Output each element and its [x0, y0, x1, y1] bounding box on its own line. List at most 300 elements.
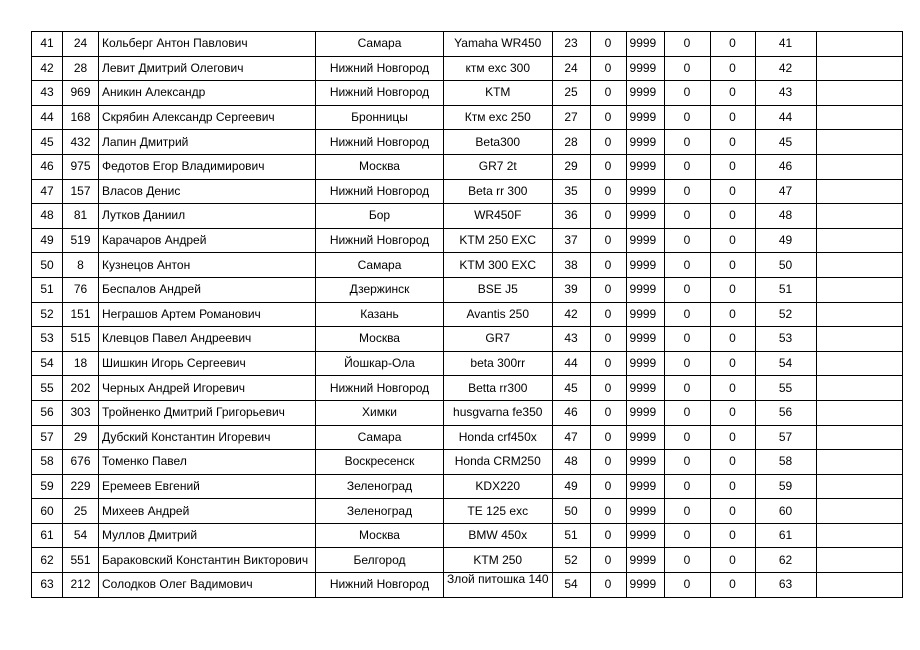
start-order-cell: 36 — [552, 204, 590, 229]
result-place-cell: 45 — [755, 130, 816, 155]
time-cell: 9999 — [626, 105, 664, 130]
number-cell: 432 — [63, 130, 99, 155]
rider-name-cell: Солодков Олег Вадимович — [99, 573, 316, 598]
city-cell: Нижний Новгород — [316, 130, 444, 155]
extra-cell — [816, 351, 902, 376]
time-cell: 9999 — [626, 32, 664, 57]
city-cell: Химки — [316, 400, 444, 425]
start-order-cell: 39 — [552, 277, 590, 302]
start-order-cell: 25 — [552, 81, 590, 106]
table-row — [32, 425, 903, 450]
value-cell: 0 — [710, 228, 755, 253]
time-cell: 9999 — [626, 523, 664, 548]
city-cell: Самара — [316, 253, 444, 278]
city-cell: Дзержинск — [316, 277, 444, 302]
value-cell: 0 — [664, 573, 710, 598]
result-place-cell: 43 — [755, 81, 816, 106]
time-cell: 9999 — [626, 277, 664, 302]
place-cell: 41 — [32, 32, 63, 57]
motorcycle-cell: Yamaha WR450 — [444, 32, 553, 57]
motorcycle-cell: Ктм exc 250 — [444, 105, 553, 130]
place-cell: 60 — [32, 499, 63, 524]
number-cell: 157 — [63, 179, 99, 204]
rider-name-cell: Беспалов Андрей — [99, 277, 316, 302]
city-cell: Воскресенск — [316, 450, 444, 475]
extra-cell — [816, 327, 902, 352]
extra-cell — [816, 253, 902, 278]
table-row — [32, 253, 903, 278]
result-place-cell: 62 — [755, 548, 816, 573]
city-cell: Москва — [316, 154, 444, 179]
time-cell: 9999 — [626, 81, 664, 106]
value-cell: 0 — [664, 302, 710, 327]
value-cell: 0 — [664, 32, 710, 57]
value-cell: 0 — [664, 81, 710, 106]
result-place-cell: 49 — [755, 228, 816, 253]
table-row — [32, 351, 903, 376]
value-cell: 0 — [710, 351, 755, 376]
table-row — [32, 474, 903, 499]
result-place-cell: 59 — [755, 474, 816, 499]
rider-name-cell: Михеев Андрей — [99, 499, 316, 524]
place-cell: 47 — [32, 179, 63, 204]
time-cell: 9999 — [626, 400, 664, 425]
rider-name-cell: Черных Андрей Игоревич — [99, 376, 316, 401]
place-cell: 57 — [32, 425, 63, 450]
value-cell: 0 — [710, 523, 755, 548]
place-cell: 46 — [32, 154, 63, 179]
number-cell: 25 — [63, 499, 99, 524]
rider-name-cell: Федотов Егор Владимирович — [99, 154, 316, 179]
table-row — [32, 523, 903, 548]
motorcycle-cell: Avantis 250 — [444, 302, 553, 327]
result-place-cell: 42 — [755, 56, 816, 81]
value-cell: 0 — [590, 499, 626, 524]
value-cell: 0 — [710, 499, 755, 524]
table-row — [32, 327, 903, 352]
time-cell: 9999 — [626, 499, 664, 524]
start-order-cell: 23 — [552, 32, 590, 57]
extra-cell — [816, 376, 902, 401]
value-cell: 0 — [710, 179, 755, 204]
value-cell: 0 — [664, 277, 710, 302]
motorcycle-cell: KTM 250 — [444, 548, 553, 573]
rider-name-cell: Скрябин Александр Сергеевич — [99, 105, 316, 130]
start-order-cell: 48 — [552, 450, 590, 475]
result-place-cell: 57 — [755, 425, 816, 450]
city-cell: Зеленоград — [316, 499, 444, 524]
table-row — [32, 81, 903, 106]
value-cell: 0 — [664, 179, 710, 204]
value-cell: 0 — [664, 351, 710, 376]
table-row — [32, 204, 903, 229]
time-cell: 9999 — [626, 253, 664, 278]
value-cell: 0 — [590, 327, 626, 352]
value-cell: 0 — [664, 204, 710, 229]
rider-name-cell: Лапин Дмитрий — [99, 130, 316, 155]
value-cell: 0 — [590, 548, 626, 573]
start-order-cell: 51 — [552, 523, 590, 548]
rider-name-cell: Муллов Дмитрий — [99, 523, 316, 548]
time-cell: 9999 — [626, 351, 664, 376]
rider-name-cell: Кузнецов Антон — [99, 253, 316, 278]
value-cell: 0 — [710, 327, 755, 352]
value-cell: 0 — [710, 277, 755, 302]
extra-cell — [816, 277, 902, 302]
start-order-cell: 47 — [552, 425, 590, 450]
table-row — [32, 228, 903, 253]
result-place-cell: 54 — [755, 351, 816, 376]
start-order-cell: 46 — [552, 400, 590, 425]
value-cell: 0 — [710, 425, 755, 450]
motorcycle-cell: Honda CRM250 — [444, 450, 553, 475]
city-cell: Самара — [316, 425, 444, 450]
value-cell: 0 — [664, 154, 710, 179]
value-cell: 0 — [664, 450, 710, 475]
value-cell: 0 — [710, 573, 755, 598]
value-cell: 0 — [590, 32, 626, 57]
motorcycle-cell: Betta rr300 — [444, 376, 553, 401]
place-cell: 42 — [32, 56, 63, 81]
value-cell: 0 — [710, 56, 755, 81]
start-order-cell: 52 — [552, 548, 590, 573]
result-place-cell: 60 — [755, 499, 816, 524]
time-cell: 9999 — [626, 425, 664, 450]
rider-name-cell: Дубский Константин Игоревич — [99, 425, 316, 450]
time-cell: 9999 — [626, 573, 664, 598]
motorcycle-cell: BMW 450x — [444, 523, 553, 548]
motorcycle-cell: WR450F — [444, 204, 553, 229]
extra-cell — [816, 400, 902, 425]
number-cell: 515 — [63, 327, 99, 352]
result-place-cell: 61 — [755, 523, 816, 548]
extra-cell — [816, 154, 902, 179]
value-cell: 0 — [664, 130, 710, 155]
value-cell: 0 — [710, 130, 755, 155]
rider-name-cell: Карачаров Андрей — [99, 228, 316, 253]
number-cell: 151 — [63, 302, 99, 327]
value-cell: 0 — [590, 302, 626, 327]
number-cell: 212 — [63, 573, 99, 598]
place-cell: 51 — [32, 277, 63, 302]
extra-cell — [816, 204, 902, 229]
motorcycle-cell: TE 125 exc — [444, 499, 553, 524]
city-cell: Йошкар-Ола — [316, 351, 444, 376]
motorcycle-cell: beta 300rr — [444, 351, 553, 376]
rider-name-cell: Тройненко Дмитрий Григорьевич — [99, 400, 316, 425]
value-cell: 0 — [590, 523, 626, 548]
extra-cell — [816, 32, 902, 57]
table-row — [32, 154, 903, 179]
city-cell: Зеленоград — [316, 474, 444, 499]
motorcycle-cell: KDX220 — [444, 474, 553, 499]
rider-name-cell: Аникин Александр — [99, 81, 316, 106]
value-cell: 0 — [590, 105, 626, 130]
value-cell: 0 — [664, 523, 710, 548]
value-cell: 0 — [590, 253, 626, 278]
number-cell: 76 — [63, 277, 99, 302]
start-order-cell: 45 — [552, 376, 590, 401]
motorcycle-cell: Злой питошка 140 — [444, 573, 553, 598]
table-row — [32, 573, 903, 598]
rider-name-cell: Томенко Павел — [99, 450, 316, 475]
time-cell: 9999 — [626, 302, 664, 327]
value-cell: 0 — [590, 425, 626, 450]
extra-cell — [816, 450, 902, 475]
extra-cell — [816, 130, 902, 155]
city-cell: Самара — [316, 32, 444, 57]
result-place-cell: 41 — [755, 32, 816, 57]
result-place-cell: 44 — [755, 105, 816, 130]
value-cell: 0 — [710, 204, 755, 229]
place-cell: 54 — [32, 351, 63, 376]
time-cell: 9999 — [626, 130, 664, 155]
table-row — [32, 32, 903, 57]
table-row — [32, 548, 903, 573]
result-place-cell: 52 — [755, 302, 816, 327]
result-place-cell: 51 — [755, 277, 816, 302]
value-cell: 0 — [664, 253, 710, 278]
result-place-cell: 58 — [755, 450, 816, 475]
time-cell: 9999 — [626, 376, 664, 401]
time-cell: 9999 — [626, 154, 664, 179]
value-cell: 0 — [710, 105, 755, 130]
extra-cell — [816, 474, 902, 499]
start-order-cell: 37 — [552, 228, 590, 253]
table-row — [32, 376, 903, 401]
place-cell: 53 — [32, 327, 63, 352]
rider-name-cell: Еремеев Евгений — [99, 474, 316, 499]
table-row — [32, 450, 903, 475]
city-cell: Бронницы — [316, 105, 444, 130]
value-cell: 0 — [664, 327, 710, 352]
start-order-cell: 24 — [552, 56, 590, 81]
place-cell: 63 — [32, 573, 63, 598]
extra-cell — [816, 425, 902, 450]
city-cell: Нижний Новгород — [316, 376, 444, 401]
motorcycle-cell: KTM 300 EXC — [444, 253, 553, 278]
number-cell: 29 — [63, 425, 99, 450]
value-cell: 0 — [710, 81, 755, 106]
place-cell: 49 — [32, 228, 63, 253]
place-cell: 50 — [32, 253, 63, 278]
table-row — [32, 499, 903, 524]
place-cell: 62 — [32, 548, 63, 573]
table-row — [32, 130, 903, 155]
motorcycle-cell: Beta300 — [444, 130, 553, 155]
value-cell: 0 — [664, 56, 710, 81]
motorcycle-cell: Beta rr 300 — [444, 179, 553, 204]
rider-name-cell: Власов Денис — [99, 179, 316, 204]
value-cell: 0 — [590, 130, 626, 155]
value-cell: 0 — [664, 548, 710, 573]
start-order-cell: 49 — [552, 474, 590, 499]
city-cell: Нижний Новгород — [316, 573, 444, 598]
rider-name-cell: Лутков Даниил — [99, 204, 316, 229]
place-cell: 52 — [32, 302, 63, 327]
motorcycle-cell: KTM 250 EXC — [444, 228, 553, 253]
start-order-cell: 29 — [552, 154, 590, 179]
city-cell: Казань — [316, 302, 444, 327]
place-cell: 43 — [32, 81, 63, 106]
number-cell: 229 — [63, 474, 99, 499]
result-place-cell: 53 — [755, 327, 816, 352]
rider-name-cell: Бараковский Константин Викторович — [99, 548, 316, 573]
place-cell: 44 — [32, 105, 63, 130]
value-cell: 0 — [710, 253, 755, 278]
rider-name-cell: Кольберг Антон Павлович — [99, 32, 316, 57]
table-body — [32, 32, 903, 598]
number-cell: 81 — [63, 204, 99, 229]
rider-name-cell: Шишкин Игорь Сергеевич — [99, 351, 316, 376]
time-cell: 9999 — [626, 56, 664, 81]
extra-cell — [816, 228, 902, 253]
value-cell: 0 — [710, 548, 755, 573]
extra-cell — [816, 548, 902, 573]
city-cell: Нижний Новгород — [316, 179, 444, 204]
number-cell: 202 — [63, 376, 99, 401]
value-cell: 0 — [710, 450, 755, 475]
value-cell: 0 — [590, 400, 626, 425]
city-cell: Москва — [316, 327, 444, 352]
value-cell: 0 — [710, 32, 755, 57]
place-cell: 56 — [32, 400, 63, 425]
extra-cell — [816, 499, 902, 524]
start-order-cell: 43 — [552, 327, 590, 352]
value-cell: 0 — [590, 450, 626, 475]
value-cell: 0 — [590, 351, 626, 376]
start-order-cell: 50 — [552, 499, 590, 524]
result-place-cell: 56 — [755, 400, 816, 425]
start-order-cell: 35 — [552, 179, 590, 204]
start-order-cell: 27 — [552, 105, 590, 130]
value-cell: 0 — [590, 474, 626, 499]
result-place-cell: 46 — [755, 154, 816, 179]
motorcycle-cell: ктм exc 300 — [444, 56, 553, 81]
place-cell: 58 — [32, 450, 63, 475]
value-cell: 0 — [590, 204, 626, 229]
city-cell: Нижний Новгород — [316, 56, 444, 81]
value-cell: 0 — [664, 400, 710, 425]
city-cell: Бор — [316, 204, 444, 229]
table-row — [32, 105, 903, 130]
rider-name-cell: Клевцов Павел Андреевич — [99, 327, 316, 352]
table-row — [32, 277, 903, 302]
value-cell: 0 — [590, 376, 626, 401]
value-cell: 0 — [590, 56, 626, 81]
extra-cell — [816, 105, 902, 130]
motorcycle-cell: GR7 2t — [444, 154, 553, 179]
result-place-cell: 55 — [755, 376, 816, 401]
number-cell: 54 — [63, 523, 99, 548]
table-row — [32, 400, 903, 425]
result-place-cell: 48 — [755, 204, 816, 229]
number-cell: 676 — [63, 450, 99, 475]
place-cell: 59 — [32, 474, 63, 499]
number-cell: 975 — [63, 154, 99, 179]
motorcycle-cell: Honda crf450x — [444, 425, 553, 450]
value-cell: 0 — [664, 105, 710, 130]
city-cell: Москва — [316, 523, 444, 548]
value-cell: 0 — [710, 474, 755, 499]
extra-cell — [816, 573, 902, 598]
value-cell: 0 — [590, 179, 626, 204]
city-cell: Белгород — [316, 548, 444, 573]
results-table — [31, 31, 903, 598]
motorcycle-cell: BSE J5 — [444, 277, 553, 302]
value-cell: 0 — [590, 81, 626, 106]
number-cell: 24 — [63, 32, 99, 57]
number-cell: 303 — [63, 400, 99, 425]
time-cell: 9999 — [626, 548, 664, 573]
number-cell: 18 — [63, 351, 99, 376]
motorcycle-cell: GR7 — [444, 327, 553, 352]
time-cell: 9999 — [626, 327, 664, 352]
table-row — [32, 179, 903, 204]
place-cell: 45 — [32, 130, 63, 155]
place-cell: 48 — [32, 204, 63, 229]
start-order-cell: 42 — [552, 302, 590, 327]
extra-cell — [816, 179, 902, 204]
start-order-cell: 38 — [552, 253, 590, 278]
result-place-cell: 50 — [755, 253, 816, 278]
number-cell: 519 — [63, 228, 99, 253]
value-cell: 0 — [710, 154, 755, 179]
start-order-cell: 44 — [552, 351, 590, 376]
place-cell: 55 — [32, 376, 63, 401]
value-cell: 0 — [664, 474, 710, 499]
start-order-cell: 28 — [552, 130, 590, 155]
rider-name-cell: Неграшов Артем Романович — [99, 302, 316, 327]
time-cell: 9999 — [626, 450, 664, 475]
result-place-cell: 47 — [755, 179, 816, 204]
extra-cell — [816, 302, 902, 327]
rider-name-cell: Левит Дмитрий Олегович — [99, 56, 316, 81]
time-cell: 9999 — [626, 228, 664, 253]
time-cell: 9999 — [626, 204, 664, 229]
value-cell: 0 — [710, 302, 755, 327]
number-cell: 28 — [63, 56, 99, 81]
extra-cell — [816, 81, 902, 106]
city-cell: Нижний Новгород — [316, 228, 444, 253]
number-cell: 551 — [63, 548, 99, 573]
value-cell: 0 — [590, 154, 626, 179]
time-cell: 9999 — [626, 474, 664, 499]
value-cell: 0 — [664, 376, 710, 401]
place-cell: 61 — [32, 523, 63, 548]
table-row — [32, 56, 903, 81]
value-cell: 0 — [710, 400, 755, 425]
start-order-cell: 54 — [552, 573, 590, 598]
result-place-cell: 63 — [755, 573, 816, 598]
table-row — [32, 302, 903, 327]
number-cell: 168 — [63, 105, 99, 130]
motorcycle-cell: KTM — [444, 81, 553, 106]
value-cell: 0 — [664, 425, 710, 450]
extra-cell — [816, 56, 902, 81]
value-cell: 0 — [590, 573, 626, 598]
value-cell: 0 — [590, 228, 626, 253]
number-cell: 8 — [63, 253, 99, 278]
motorcycle-cell: husgvarna fe350 — [444, 400, 553, 425]
value-cell: 0 — [664, 499, 710, 524]
value-cell: 0 — [710, 376, 755, 401]
time-cell: 9999 — [626, 179, 664, 204]
extra-cell — [816, 523, 902, 548]
number-cell: 969 — [63, 81, 99, 106]
value-cell: 0 — [590, 277, 626, 302]
city-cell: Нижний Новгород — [316, 81, 444, 106]
